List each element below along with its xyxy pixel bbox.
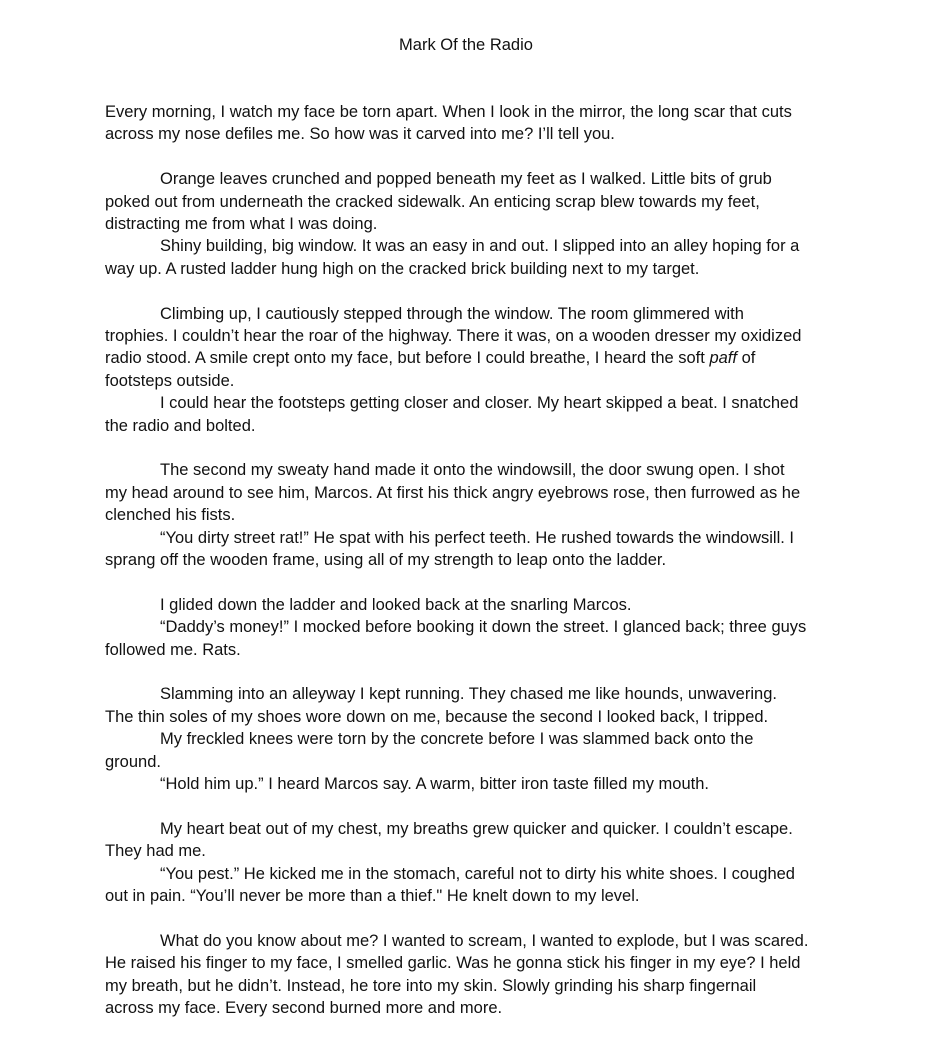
- text-line: Shiny building, big window. It was an easy in and out. I slipped into an alley hoping for a: [160, 237, 800, 256]
- text-line: across my nose defiles me. So how was it carved into me? I’ll tell you.: [105, 125, 615, 144]
- text-line: My heart beat out of my chest, my breaths grew quicker and quicker. I couldn’t escape.: [160, 819, 793, 838]
- document-title: Mark Of the Radio: [399, 36, 533, 54]
- text-line: The second my sweaty hand made it onto the windowsill, the door swung open. I shot: [160, 461, 785, 480]
- text-line: my breath, but he didn’t. Instead, he tore into my skin. Slowly grinding his sharp fingernail: [105, 976, 757, 995]
- text-line: Climbing up, I cautiously stepped through the window. The room glimmered with: [160, 304, 744, 323]
- text-line: out in pain. “You’ll never be more than a thief." He knelt down to my level.: [105, 887, 640, 906]
- text-line: The thin soles of my shoes wore down on me, because the second I looked back, I tripped.: [105, 707, 769, 726]
- text-line: followed me. Rats.: [105, 640, 241, 659]
- text-line: I could hear the footsteps getting closer and closer. My heart skipped a beat. I snatched: [160, 394, 799, 413]
- text-line: “Hold him up.” I heard Marcos say. A warm, bitter iron taste filled my mouth.: [160, 775, 709, 794]
- text-line: He raised his finger to my face, I smelled garlic. Was he gonna stick his finger in my eye? I held: [105, 954, 801, 973]
- text-line: Slamming into an alleyway I kept running. They chased me like hounds, unwavering.: [160, 685, 777, 704]
- text-line: the radio and bolted.: [105, 416, 256, 435]
- text-line: Every morning, I watch my face be torn apart. When I look in the mirror, the long scar that cuts: [105, 103, 792, 121]
- text-segment: radio stood. A smile crept onto my face, but before I could breathe, I heard the soft: [105, 349, 705, 368]
- text-line: trophies. I couldn’t hear the roar of the highway. There it was, on a wooden dresser my oxidized: [105, 327, 802, 346]
- text-line: They had me.: [105, 842, 206, 861]
- text-line: My freckled knees were torn by the concrete before I was slammed back onto the: [160, 730, 754, 749]
- text-line: ground.: [105, 752, 161, 771]
- text-line: “You dirty street rat!” He spat with his perfect teeth. He rushed towards the windowsill. I: [160, 528, 795, 547]
- paragraph-gap: [105, 908, 829, 930]
- text-line: footsteps outside.: [105, 371, 235, 390]
- text-line: across my face. Every second burned more and more.: [105, 999, 503, 1018]
- paragraph-gap: [105, 280, 829, 302]
- text-segment: of: [736, 349, 756, 368]
- paragraph-gap: [105, 571, 829, 593]
- paragraph-gap: [105, 146, 829, 168]
- text-line: “Daddy’s money!” I mocked before booking it down the street. I glanced back; three guys: [160, 618, 807, 637]
- document-body: [105, 101, 829, 1020]
- text-line: “You pest.” He kicked me in the stomach, careful not to dirty his white shoes. I coughed: [160, 864, 795, 883]
- text-line: sprang off the wooden frame, using all of my strength to leap onto the ladder.: [105, 551, 667, 570]
- text-line: my head around to see him, Marcos. At first his thick angry eyebrows rose, then furrowed as he: [105, 483, 801, 502]
- text-line: What do you know about me? I wanted to scream, I wanted to explode, but I was scared.: [160, 931, 809, 950]
- paragraph-gap: [105, 796, 829, 818]
- italic-word: paff: [709, 349, 737, 368]
- paragraph-gap: [105, 437, 829, 459]
- text-line: poked out from underneath the cracked sidewalk. An enticing scrap blew towards my feet,: [105, 192, 760, 211]
- text-line: clenched his fists.: [105, 506, 236, 525]
- text-line: way up. A rusted ladder hung high on the cracked brick building next to my target.: [105, 259, 700, 278]
- text-line: Orange leaves crunched and popped beneath my feet as I walked. Little bits of grub: [160, 170, 772, 189]
- text-line: distracting me from what I was doing.: [105, 215, 378, 234]
- text-line: [105, 347, 829, 369]
- paragraph-gap: [105, 661, 829, 683]
- text-line: I glided down the ladder and looked back at the snarling Marcos.: [160, 595, 632, 614]
